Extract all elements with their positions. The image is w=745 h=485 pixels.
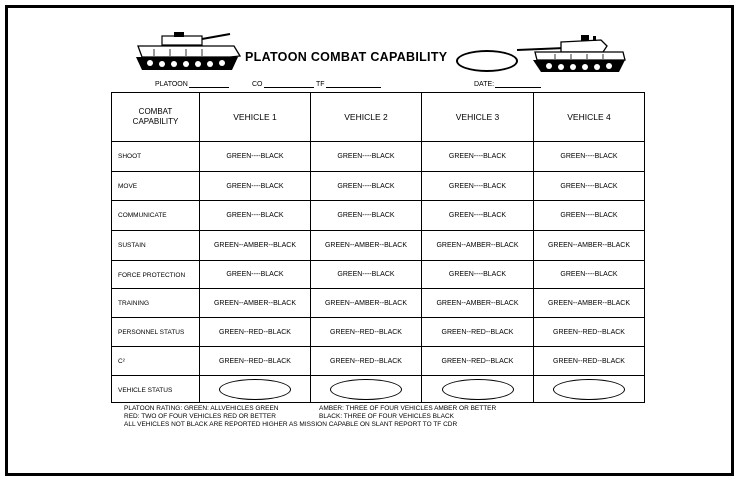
status-cell[interactable]: GREEN----BLACK — [422, 172, 534, 201]
row-label: SHOOT — [112, 142, 200, 172]
status-cell[interactable]: GREEN--RED--BLACK — [311, 318, 422, 347]
status-cell[interactable]: GREEN--AMBER--BLACK — [422, 289, 534, 318]
ifv-tank-icon — [134, 30, 244, 75]
legend-green-text: PLATOON RATING: GREEN: ALLVEHICLES GREEN — [124, 405, 279, 412]
header-row — [112, 93, 645, 142]
tf-input-line[interactable] — [326, 80, 381, 88]
status-cell[interactable]: GREEN--AMBER--BLACK — [311, 231, 422, 261]
date-field[interactable] — [474, 80, 541, 88]
table-row — [112, 201, 645, 231]
vehicle-header: VEHICLE 2 — [311, 93, 422, 142]
row-label: PERSONNEL STATUS — [112, 318, 200, 347]
abrams-tank-icon — [515, 30, 627, 75]
status-cell[interactable]: GREEN----BLACK — [200, 261, 311, 289]
status-cell[interactable]: GREEN--RED--BLACK — [534, 318, 645, 347]
date-input-line[interactable] — [495, 80, 541, 88]
vehicle-status-oval[interactable] — [219, 379, 291, 400]
vehicle-status-cell — [422, 376, 534, 403]
platoon-input-line[interactable] — [189, 80, 229, 88]
row-label: TRAINING — [112, 289, 200, 318]
capability-header-line1: COMBAT — [138, 107, 173, 116]
vehicle-header: VEHICLE 1 — [200, 93, 311, 142]
status-cell[interactable]: GREEN--RED--BLACK — [200, 347, 311, 376]
status-cell[interactable]: GREEN----BLACK — [534, 142, 645, 172]
status-cell[interactable]: GREEN----BLACK — [534, 261, 645, 289]
vehicle-status-oval[interactable] — [330, 379, 402, 400]
status-cell[interactable]: GREEN----BLACK — [311, 201, 422, 231]
row-label: C² — [112, 347, 200, 376]
table-row — [112, 231, 645, 261]
status-cell[interactable]: GREEN--AMBER--BLACK — [200, 231, 311, 261]
status-cell[interactable]: GREEN--AMBER--BLACK — [534, 289, 645, 318]
status-cell[interactable]: GREEN--RED--BLACK — [311, 347, 422, 376]
row-label: SUSTAIN — [112, 231, 200, 261]
status-cell[interactable]: GREEN----BLACK — [534, 201, 645, 231]
status-cell[interactable]: GREEN----BLACK — [422, 201, 534, 231]
status-cell[interactable]: GREEN--RED--BLACK — [422, 318, 534, 347]
status-cell[interactable]: GREEN--AMBER--BLACK — [534, 231, 645, 261]
vehicle-status-cell — [534, 376, 645, 403]
tf-label: TF — [316, 81, 325, 88]
legend-note-text: ALL VEHICLES NOT BLACK ARE REPORTED HIGHER AS MISSION CAPABLE ON SLANT REPORT TO TF CDR — [124, 421, 458, 428]
date-label: DATE: — [474, 81, 495, 88]
vehicle-status-cell — [200, 376, 311, 403]
status-cell[interactable]: GREEN----BLACK — [200, 201, 311, 231]
status-cell[interactable]: GREEN--AMBER--BLACK — [311, 289, 422, 318]
status-cell[interactable]: GREEN--RED--BLACK — [422, 347, 534, 376]
status-cell[interactable]: GREEN----BLACK — [311, 142, 422, 172]
platoon-rating-oval[interactable] — [456, 50, 518, 72]
co-field[interactable] — [252, 80, 314, 88]
status-cell[interactable]: GREEN----BLACK — [422, 261, 534, 289]
table-row — [112, 318, 645, 347]
status-cell[interactable]: GREEN----BLACK — [422, 142, 534, 172]
capability-header-line2: CAPABILITY — [132, 117, 179, 126]
legend-amber-text: AMBER: THREE OF FOUR VEHICLES AMBER OR BETTER — [319, 405, 497, 412]
co-label: CO — [252, 81, 263, 88]
row-label: COMMUNICATE — [112, 201, 200, 231]
platoon-field[interactable] — [155, 80, 229, 88]
status-cell[interactable]: GREEN----BLACK — [311, 261, 422, 289]
legend-red-text: RED: TWO OF FOUR VEHICLES RED OR BETTER — [124, 413, 276, 420]
platoon-label: PLATOON — [155, 81, 188, 88]
row-label: MOVE — [112, 172, 200, 201]
table-row — [112, 172, 645, 201]
status-cell[interactable]: GREEN----BLACK — [311, 172, 422, 201]
vehicle-status-row — [112, 376, 645, 403]
vehicle-header: VEHICLE 4 — [534, 93, 645, 142]
row-label: FORCE PROTECTION — [112, 261, 200, 289]
table-row — [112, 347, 645, 376]
table-row — [112, 289, 645, 318]
status-cell[interactable]: GREEN--AMBER--BLACK — [422, 231, 534, 261]
status-cell[interactable]: GREEN----BLACK — [200, 172, 311, 201]
vehicle-header: VEHICLE 3 — [422, 93, 534, 142]
status-cell[interactable]: GREEN--RED--BLACK — [200, 318, 311, 347]
table-row — [112, 261, 645, 289]
vehicle-status-cell — [311, 376, 422, 403]
page-title: PLATOON COMBAT CAPABILITY — [245, 50, 448, 64]
row-label: VEHICLE STATUS — [112, 376, 200, 403]
co-input-line[interactable] — [264, 80, 314, 88]
vehicle-status-oval[interactable] — [553, 379, 625, 400]
combat-capability-header — [112, 93, 200, 142]
combat-capability-table — [111, 92, 645, 403]
status-cell[interactable]: GREEN--RED--BLACK — [534, 347, 645, 376]
legend-black-text: BLACK: THREE OF FOUR VEHICLES BLACK — [319, 413, 454, 420]
status-cell[interactable]: GREEN--AMBER--BLACK — [200, 289, 311, 318]
vehicle-status-oval[interactable] — [442, 379, 514, 400]
status-cell[interactable]: GREEN----BLACK — [200, 142, 311, 172]
status-cell[interactable]: GREEN----BLACK — [534, 172, 645, 201]
table-row — [112, 142, 645, 172]
tf-field[interactable] — [316, 80, 381, 88]
